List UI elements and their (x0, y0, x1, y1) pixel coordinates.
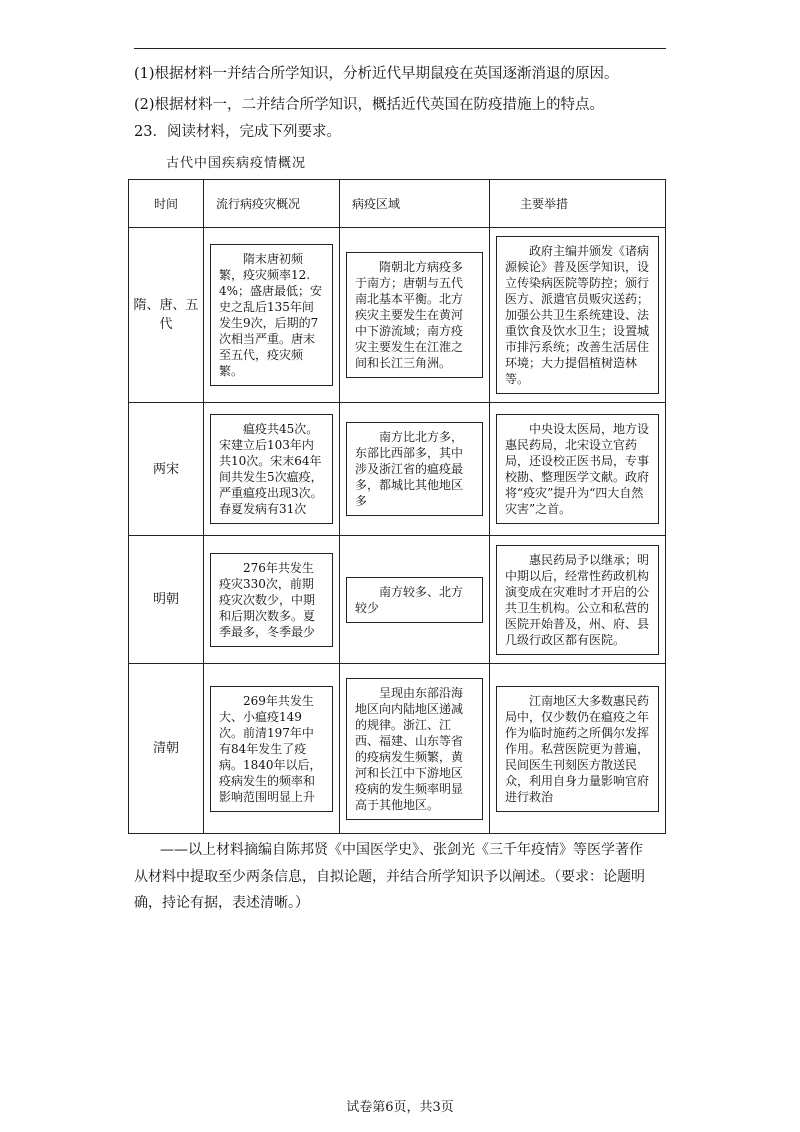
summary-cell: 276年共发生疫灾330次，前期疫灾次数少，中期和后期次数多。夏季最多，冬季最少 (210, 553, 333, 647)
period-cell: 明朝 (129, 536, 204, 664)
table-row (129, 664, 666, 834)
question-23: 23．阅读材料，完成下列要求。 (134, 124, 341, 140)
measures-cell: 江南地区大多数惠民药局中，仅少数仍在瘟疫之年作为临时施药之所偶尔发挥作用。私营医院更为普遍，民间医生刊刻医方散送民众，利用自身力量影响官府进行救治 (496, 686, 659, 812)
page-footer: 试卷第6页，共3页 (346, 1100, 454, 1115)
question-2: (2)根据材料一，二并结合所学知识，概括近代英国在防疫措施上的特点。 (134, 97, 605, 113)
table-row (129, 536, 666, 664)
source-attribution: ——以上材料摘编自陈邦贤《中国医学史》、张剑光《三千年疫情》等医学著作 (160, 842, 643, 858)
epidemic-table (128, 179, 666, 834)
table-caption: 古代中国疾病疫情概况 (166, 156, 307, 171)
header-period: 时间 (129, 180, 204, 228)
top-rule (134, 48, 666, 49)
header-summary: 流行病疫灾概况 (204, 180, 340, 228)
header-measures: 主要举措 (490, 180, 666, 228)
measures-cell: 中央设太医局，地方设惠民药局，北宋设立官药局，还设校正医书局，专事校勘、整理医学文献。政府将“疫灾”提升为“四大自然灾害”之首。 (496, 414, 659, 524)
period-cell: 隋、唐、五代 (129, 228, 204, 403)
measures-cell: 政府主编并颁发《诸病源候论》普及医学知识，设立传染病医院等防控；颁行医方、派遣官员贩灾送药；加强公共卫生系统建设、法重饮食及饮水卫生；设置城市排污系统；改善生活居住环境；大力提倡植树造林等。 (496, 236, 659, 394)
summary-cell: 瘟疫共45次。宋建立后103年内共10次。宋末64年间共发生5次瘟疫，严重瘟疫出现3次。春夏发病有31次 (210, 414, 333, 524)
region-cell: 呈现由东部沿海地区向内陆地区递减的规律。浙江、江西、福建、山东等省的疫病发生频繁，黄河和长江中下游地区疫病的发生频率明显高于其他地区。 (346, 678, 483, 820)
region-cell: 隋朝北方病疫多于南方；唐朝与五代南北基本平衡。北方疾灾主要发生在黄河中下游流域；南方疫灾主要发生在江淮之间和长江三角洲。 (346, 252, 483, 378)
period-cell: 两宋 (129, 403, 204, 536)
measures-cell: 惠民药局予以继承；明中期以后，经常性药政机构演变成在灾难时才开启的公共卫生机构。公立和私营的医院开始普及，州、府、县几级行政区都有医院。 (496, 545, 659, 655)
table-header-row (129, 180, 666, 228)
region-cell: 南方比北方多，东部比西部多，其中涉及浙江省的瘟疫最多，都城比其他地区多 (346, 422, 483, 516)
summary-cell: 隋末唐初频繁，疫灾频率12.4%；盛唐最低；安史之乱后135年间发生9次，后期的7次相当严重。唐末至五代，疫灾频繁。 (210, 244, 333, 386)
header-region: 病疫区域 (340, 180, 490, 228)
essay-prompt: 从材料中提取至少两条信息，自拟论题，并结合所学知识予以阐述。（要求：论题明确，持论有据，表述清晰。） (134, 869, 645, 911)
region-cell: 南方较多、北方较少 (346, 577, 483, 623)
summary-cell: 269年共发生大、小瘟疫149次。前清197年中有84年发生了疫病。1840年以后，疫病发生的频率和影响范围明显上升 (210, 686, 333, 812)
period-cell: 清朝 (129, 664, 204, 834)
question-1: (1)根据材料一并结合所学知识，分析近代早期鼠疫在英国逐渐消退的原因。 (134, 66, 619, 82)
table-row (129, 228, 666, 403)
table-row (129, 403, 666, 536)
